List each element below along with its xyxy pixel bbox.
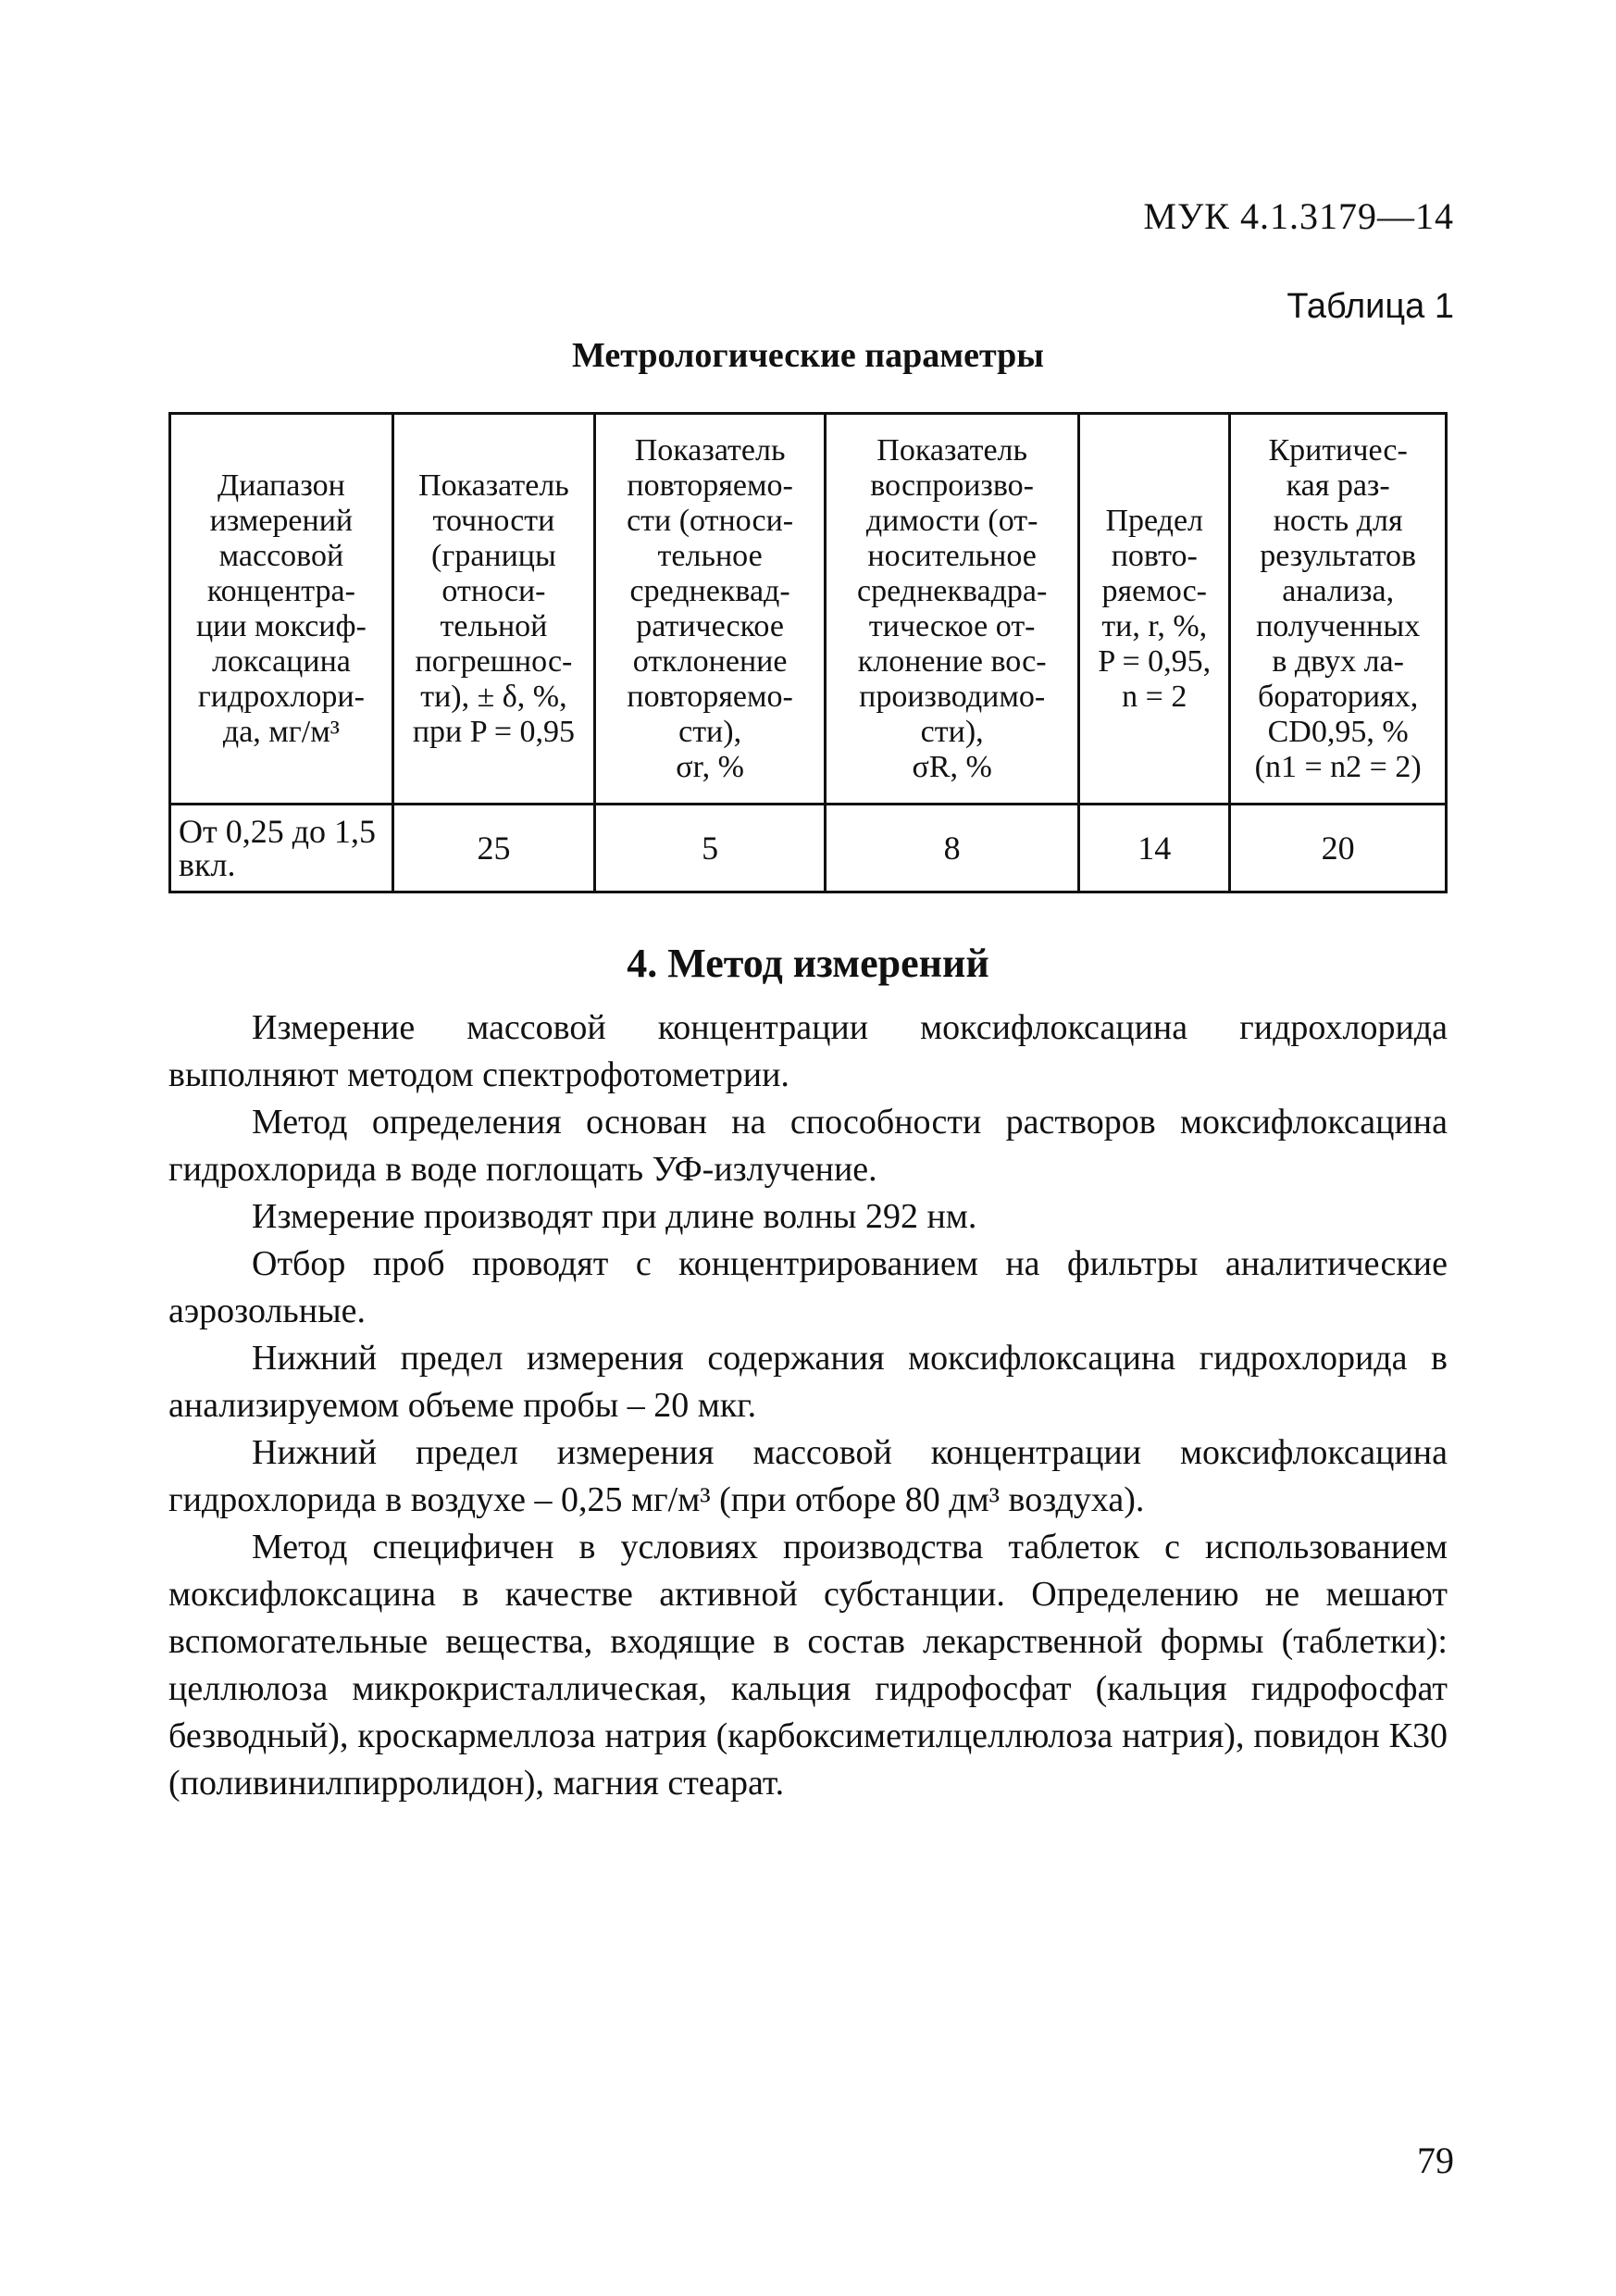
table-cell: 25: [392, 805, 594, 892]
column-header-repeatability: Показатель повторяемо- сти (относи- тельное среднеквад- ратическое отклонение повторяемо- сти), σr, %: [595, 414, 826, 805]
table-cell: 5: [595, 805, 826, 892]
paragraph: Отбор проб проводят с концентрированием на фильтры аналитические аэрозольные.: [168, 1244, 1448, 1330]
column-header-repeatability-limit: Предел повто- ряемос- ти, r, %, P = 0,95, n = 2: [1079, 414, 1230, 805]
paragraph: Измерение производят при длине волны 292 нм.: [252, 1197, 977, 1236]
paragraph: Нижний предел измерения массовой концентрации моксифлоксацина гидрохлорида в воздухе – 0,25 мг/м³ (при отборе 80 дм³ воздуха).: [168, 1433, 1448, 1519]
column-header-critical-difference: Критичес- кая раз- ность для результатов анализа, полученных в двух ла- бораториях, CD0,95, % (n1 = n2 = 2): [1230, 414, 1447, 805]
metrology-table: [168, 412, 1448, 893]
table-cell: 20: [1230, 805, 1447, 892]
page-number: 79: [1417, 2140, 1454, 2181]
table-cell: 8: [826, 805, 1079, 892]
document-code: МУК 4.1.3179—14: [1143, 195, 1454, 237]
section-heading: 4. Метод измерений: [627, 941, 989, 986]
table-title: Метрологические параметры: [572, 336, 1044, 375]
table-cell: От 0,25 до 1,5 вкл.: [170, 805, 393, 892]
column-header-accuracy: Показатель точности (границы относи- тельной погрешнос- ти), ± δ, %, при P = 0,95: [392, 414, 594, 805]
column-header-reproducibility: Показатель воспроизво- димости (от- носительное среднеквадра- тическое от- клонение вос- производимо- сти), σR, %: [826, 414, 1079, 805]
table-cell: 14: [1079, 805, 1230, 892]
table-label: Таблица 1: [1287, 287, 1454, 326]
paragraph: Измерение массовой концентрации моксифлоксацина гидрохлорида выполняют методом спектрофотометрии.: [168, 1008, 1448, 1094]
paragraph: Метод определения основан на способности растворов моксифлоксацина гидрохлорида в воде поглощать УФ-излучение.: [168, 1103, 1448, 1189]
paragraph: Метод специфичен в условиях производства таблеток с использованием моксифлоксацина в качестве активной субстанции. Определению не мешают вспомогательные вещества, входящие в состав лекарственной формы (таблетки): целлюлоза микрокристаллическая, кальция гидрофосфат (кальция гидрофосфат безводный), кроскармеллоза натрия (карбоксиметилцеллюлоза натрия), повидон К30 (поливинилпирролидон), магния стеарат.: [168, 1528, 1448, 1803]
table-row: [170, 805, 1447, 892]
column-header-range: Диапазон измерений массовой концентра- ции моксиф- локсацина гидрохлори- да, мг/м³: [170, 414, 393, 805]
section-body: [168, 1004, 1448, 1807]
table-header-row: [170, 414, 1447, 805]
paragraph: Нижний предел измерения содержания моксифлоксацина гидрохлорида в анализируемом объеме пробы – 20 мкг.: [168, 1339, 1448, 1425]
